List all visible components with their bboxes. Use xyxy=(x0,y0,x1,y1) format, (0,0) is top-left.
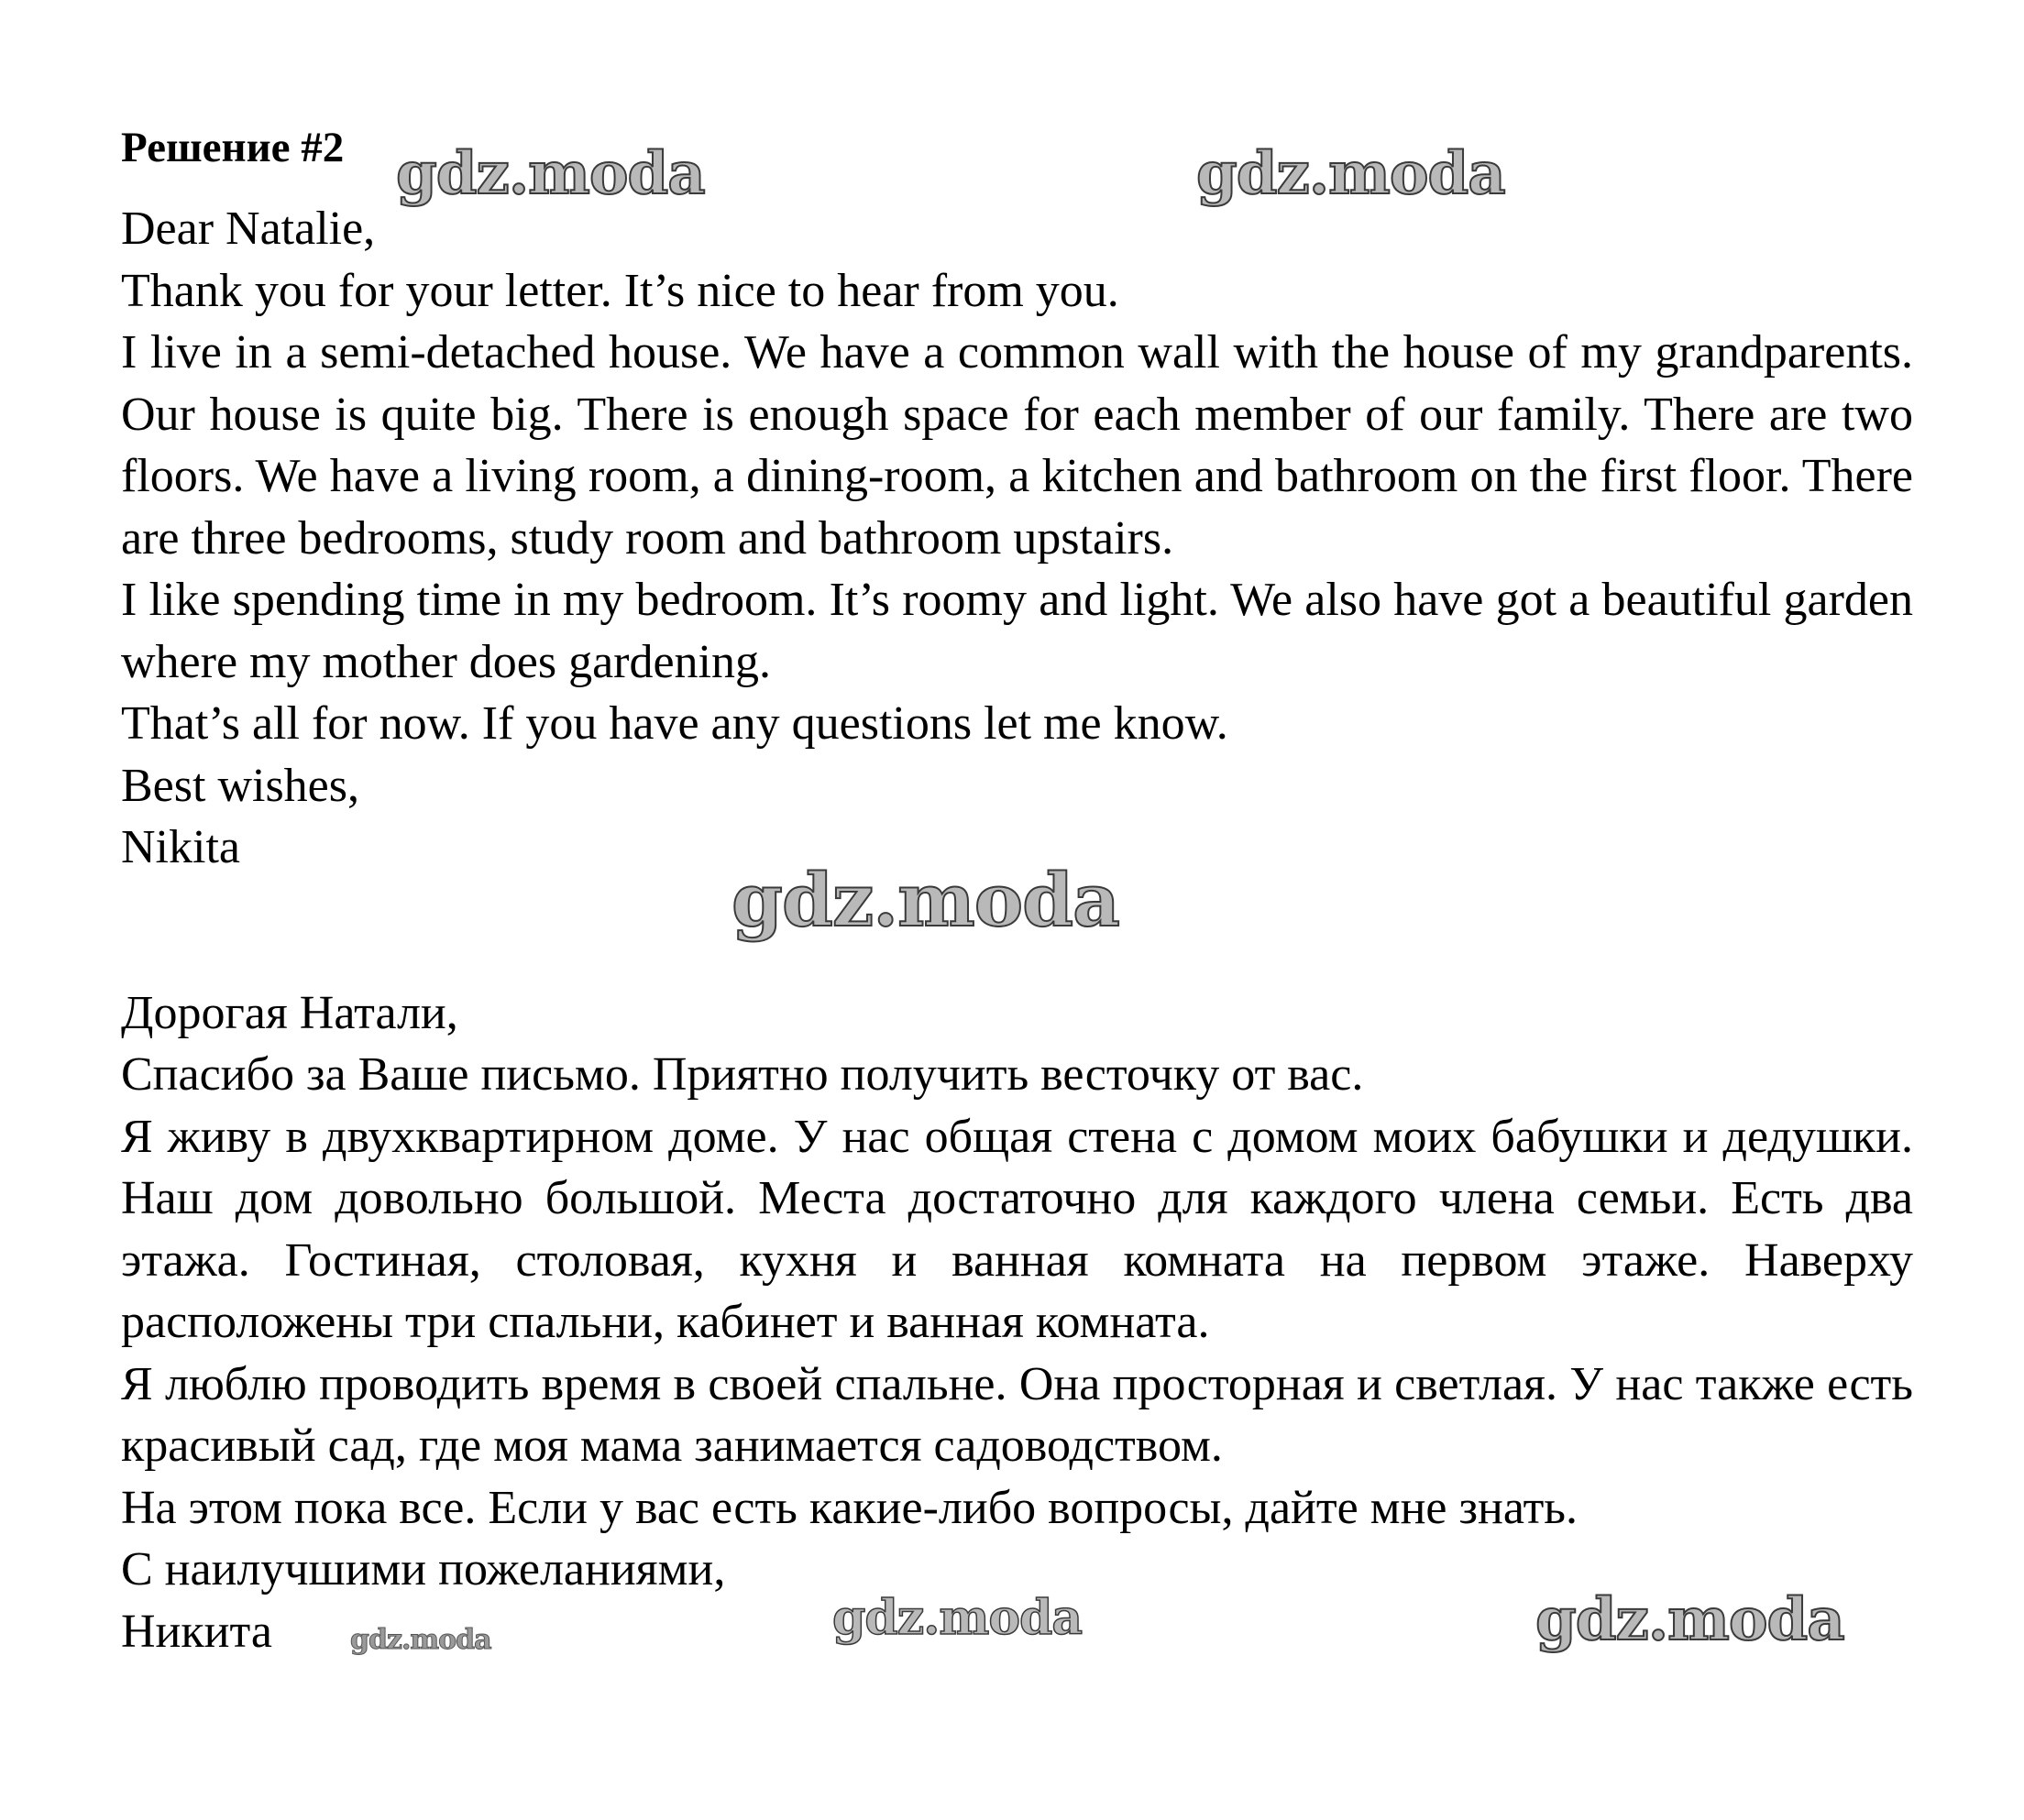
watermark-logo: gdz.moda xyxy=(732,857,1119,943)
watermark-logo: gdz.moda xyxy=(1535,1585,1844,1654)
english-closing: Best wishes, xyxy=(121,759,359,812)
watermark-logo: gdz.moda xyxy=(396,139,705,208)
english-paragraph-3: I like spending time in my bedroom. It’s roomy and light. We also have got a beautiful garden where my mother does gardening. xyxy=(121,574,1913,688)
russian-letter xyxy=(121,982,1913,1663)
english-paragraph-1: Thank you for your letter. It’s nice to hear from you. xyxy=(121,264,1119,317)
russian-paragraph-1: Спасибо за Ваше письмо. Приятно получить весточку от вас. xyxy=(121,1048,1364,1101)
english-signature: Nikita xyxy=(121,821,240,873)
russian-paragraph-2: Я живу в двухквартирном доме. У нас общая стена с домом моих бабушки и дедушки. Наш дом довольно большой. Места достаточно для каждого члена семьи. Есть два этажа. Гостиная, столовая, кухня и ванная комната на первом этаже. Наверху расположены три спальни, кабинет и ванная комната. xyxy=(121,1110,1913,1348)
english-paragraph-4: That’s all for now. If you have any questions let me know. xyxy=(121,697,1228,750)
russian-signature: Никита xyxy=(121,1605,272,1658)
russian-paragraph-4: На этом пока все. Если у вас есть какие-либо вопросы, дайте мне знать. xyxy=(121,1481,1578,1534)
section-spacer xyxy=(121,879,1913,982)
russian-paragraph-3: Я люблю проводить время в своей спальне. Она просторная и светлая. У нас также есть красивый сад, где моя мама занимается садоводством. xyxy=(121,1357,1913,1472)
russian-greeting: Дорогая Натали, xyxy=(121,986,458,1039)
english-greeting: Dear Natalie, xyxy=(121,203,376,255)
watermark-logo: gdz.moda xyxy=(1196,139,1505,208)
english-letter xyxy=(121,198,1913,879)
russian-closing: С наилучшими пожеланиями, xyxy=(121,1543,726,1595)
watermark-logo: gdz.moda xyxy=(832,1590,1083,1646)
solution-heading: Решение #2 xyxy=(121,124,345,171)
english-paragraph-2: I live in a semi-detached house. We have a common wall with the house of my grandparents. Our house is quite big. There is enough space for each member of our family. There are two floors. We have a living room, a dining-room, a kitchen and bathroom on the first floor. There are three bedrooms, study room and bathroom upstairs. xyxy=(121,326,1913,565)
document-content xyxy=(121,117,1913,1662)
watermark-logo: gdz.moda xyxy=(350,1624,491,1656)
